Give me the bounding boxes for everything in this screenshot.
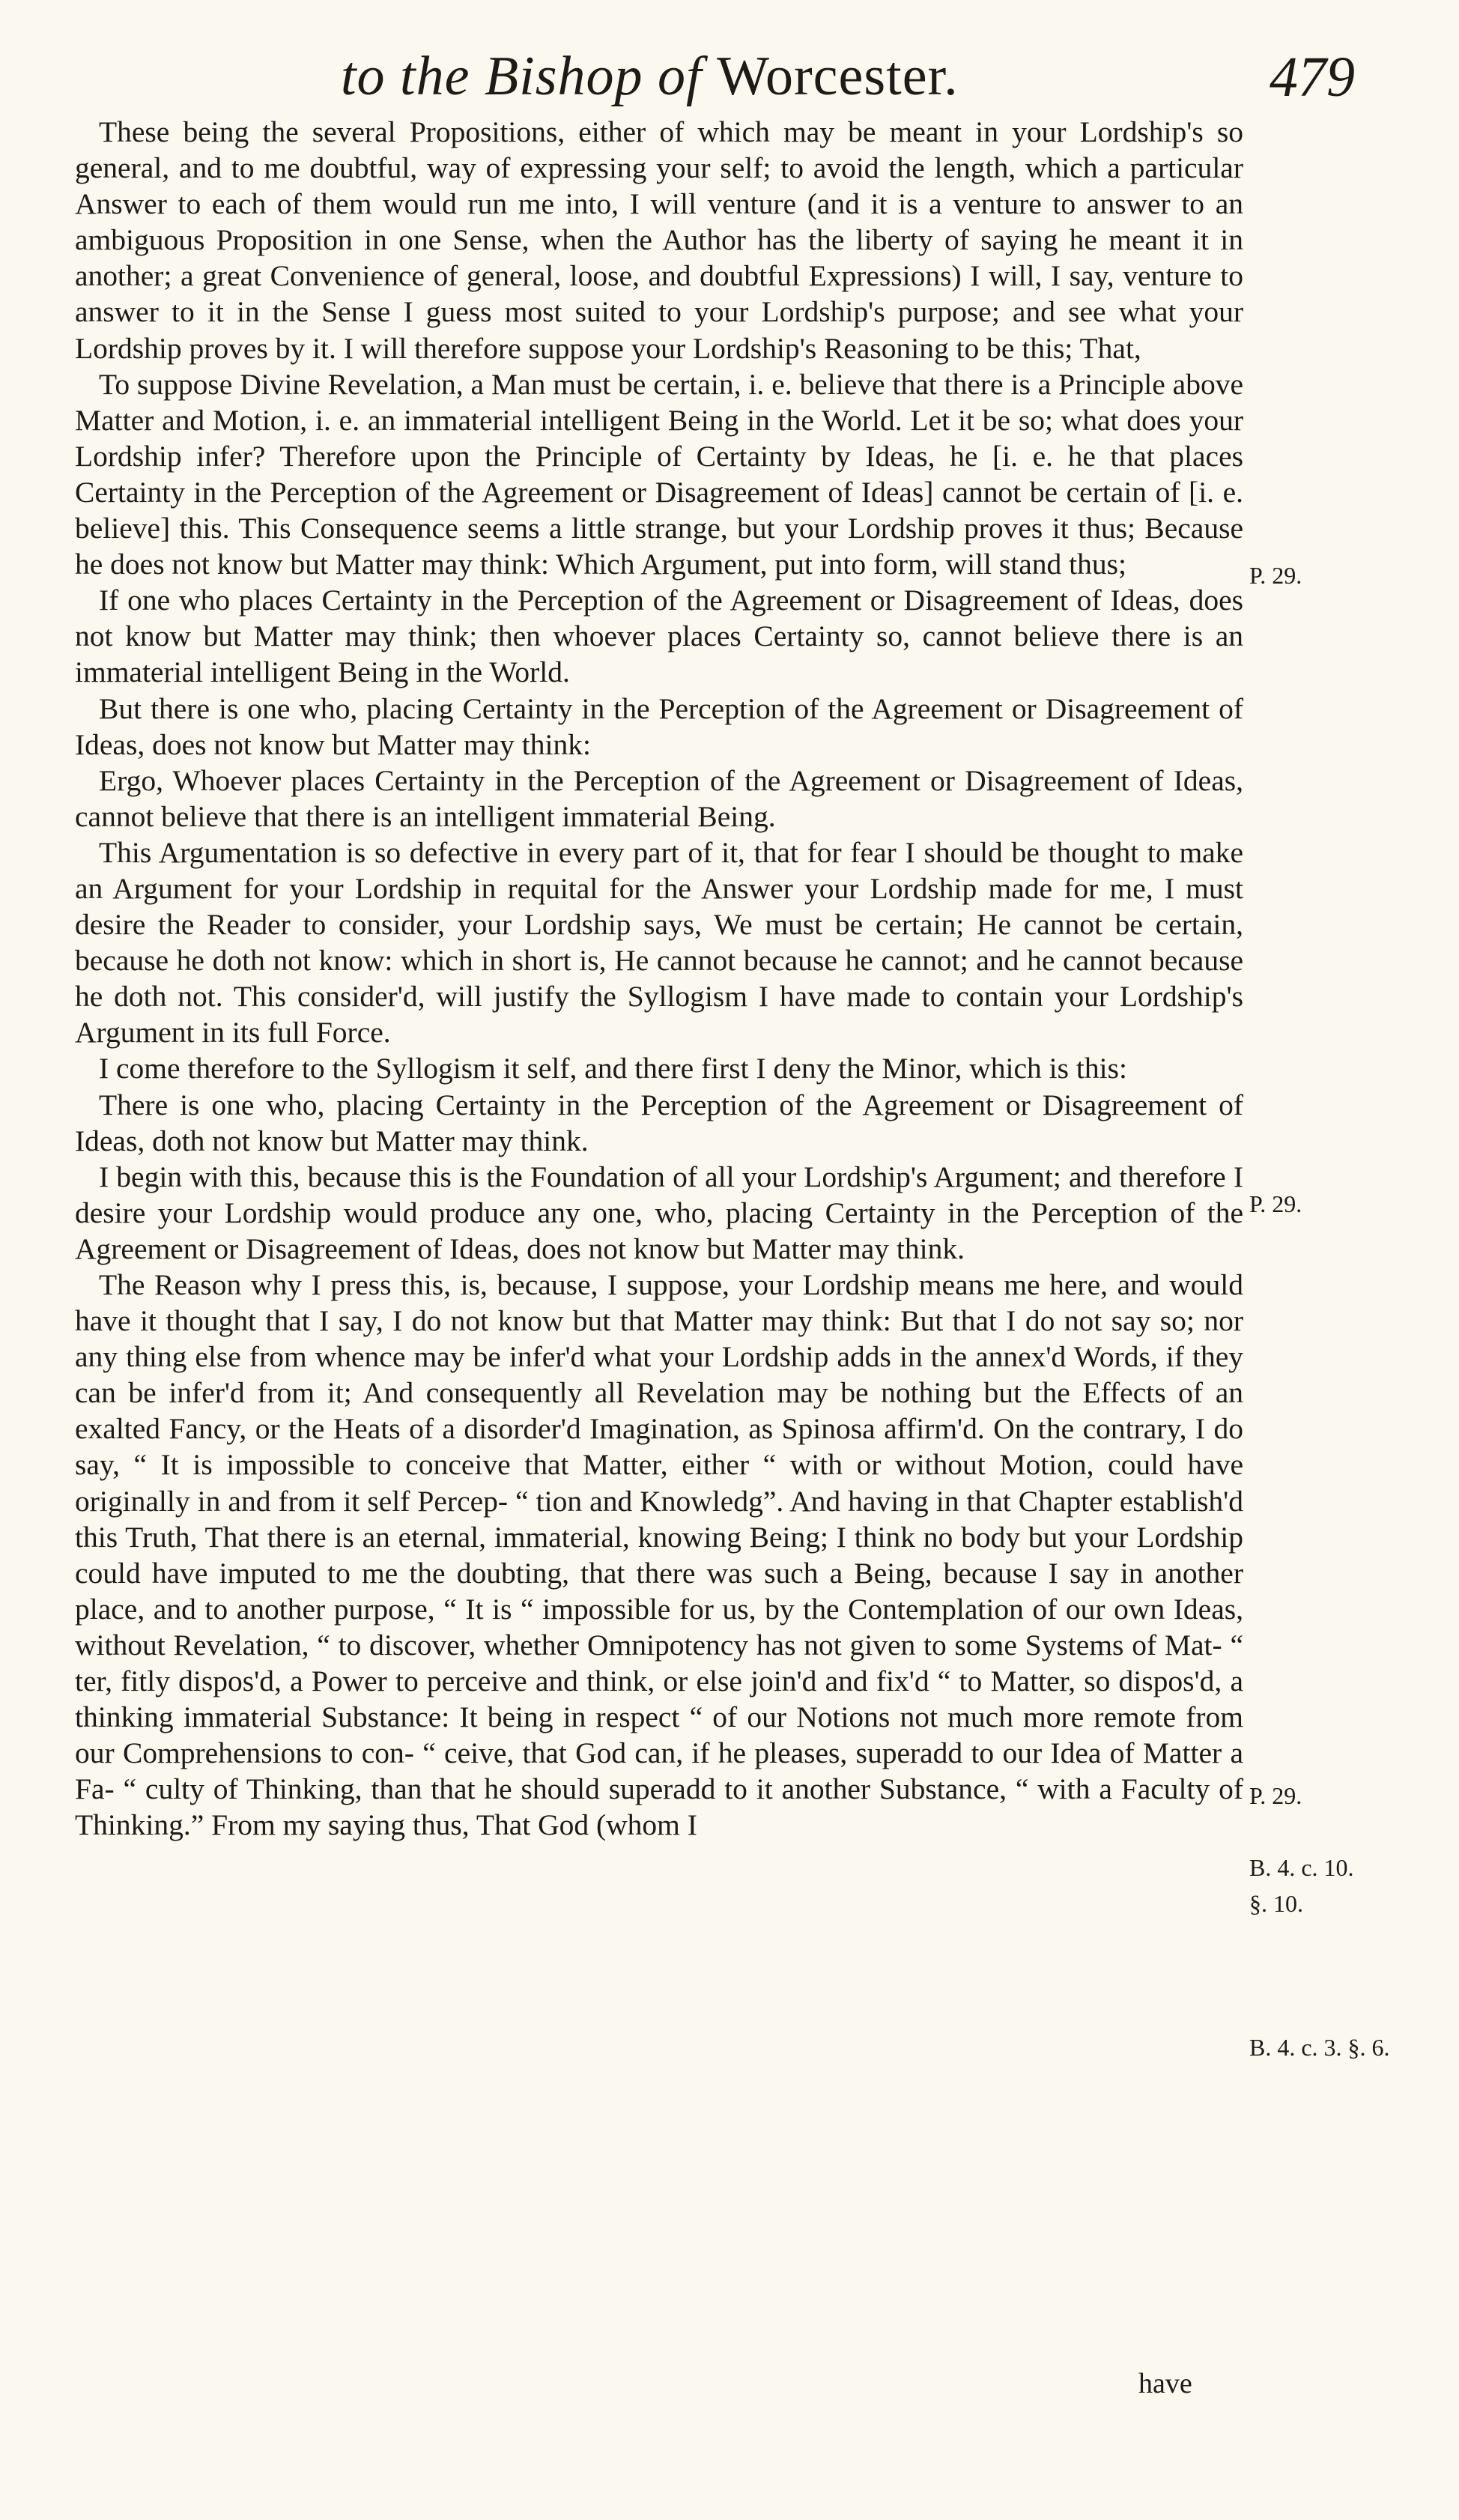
paragraph-8: There is one who, placing Certainty in the Perception of the Agreement or Disagreement of Ideas, doth not know but Matter may think. <box>75 1088 1243 1157</box>
paragraph-7: I come therefore to the Syllogism it self, and there first I deny the Minor, which is this: <box>99 1052 1127 1085</box>
running-header <box>0 36 1459 111</box>
paragraph-6: This Argumentation is so defective in every part of it, that for fear I should be thought to make an Argument for your Lordship in requital for the Answer your Lordship made for me, I must desire the Reader to consider, your Lordship says, We must be certain; He cannot be certain, because he doth not know: which in short is, He cannot because he cannot; and he cannot because he doth not. This consider'd, will justify the Syllogism I have made to contain your Lordship's Argument in its full Force. <box>75 835 1243 1050</box>
margin-note: B. 4. c. 10. <box>1249 1854 1354 1881</box>
margin-note: B. 4. c. 3. §. 6. <box>1249 2034 1390 2061</box>
margin-note: P. 29. <box>1249 562 1302 589</box>
paragraph-5: Ergo, Whoever places Certainty in the Perception of the Agreement or Disagreement of Ideas, cannot believe that there is an intelligent immaterial Being. <box>75 763 1243 833</box>
page-number: 479 <box>1270 46 1355 109</box>
text-body <box>75 114 1243 1844</box>
margin-note: P. 29. <box>1249 1190 1302 1217</box>
margin-note: P. 29. <box>1249 1782 1302 1809</box>
paragraph-1: These being the several Propositions, either of which may be meant in your Lordship's so general, and to me doubtful, way of expressing your self; to avoid the length, which a particular Answer to each of them would run me into, I will venture (and it is a venture to answer to an ambiguous Proposition in one Sense, when the Author has the liberty of saying he meant it in another; a great Convenience of general, loose, and doubtful Expressions) I will, I say, venture to answer to it in the Sense I guess most suited to your Lordship's purpose; and see what your Lordship proves by it. I will therefore suppose your Lordship's Reasoning to be this; That, <box>75 115 1243 365</box>
paragraph-10: The Reason why I press this, is, because, I suppose, your Lordship means me here, and would have it thought that I say, I do not know but that Matter may think: But that I do not say so; nor any thing else from whence may be infer'd what your Lordship adds in the annex'd Words, if they can be infer'd from it; And consequently all Revelation may be nothing but the Effects of an exalted Fancy, or the Heats of a disorder'd Imagination, as Spinosa affirm'd. On the contrary, I do say, “ It is impossible to conceive that Matter, either “ with or without Motion, could have originally in and from it self Percep- “ tion and Knowledg”. And having in that Chapter establish'd this Truth, That there is an eternal, immaterial, knowing Being; I think no body but your Lordship could have imputed to me the doubting, that there was such a Being, because I say in another place, and to another purpose, “ It is “ impossible for us, by the Contemplation of our own Ideas, without Revelation, “ to discover, whether Omnipotency has not given to some Systems of Mat- “ ter, fitly dispos'd, a Power to perceive and think, or else join'd and fix'd “ to Matter, so dispos'd, a thinking immaterial Substance: It being in respect “ of our Notions not much more remote from our Comprehensions to con- “ ceive, that God can, if he pleases, superadd to our Idea of Matter a Fa- “ culty of Thinking, than that he should superadd to it another Substance, “ with a Faculty of Thinking.” From my saying thus, That God (whom I <box>75 1268 1243 1842</box>
catchword: have <box>1138 2368 1192 2399</box>
paragraph-2: To suppose Divine Revelation, a Man must be certain, i. e. believe that there is a Principle above Matter and Motion, i. e. an immaterial intelligent Being in the World. Let it be so; what does your Lordship infer? Therefore upon the Principle of Certainty by Ideas, he [i. e. he that places Certainty in the Perception of the Agreement or Disagreement of Ideas] cannot be certain of [i. e. believe] this. This Consequence seems a little strange, but your Lordship proves it thus; Because he does not know but Matter may think: Which Argument, put into form, will stand thus; <box>75 367 1243 581</box>
running-title-name: Worcester. <box>717 46 959 107</box>
running-title-italic: to the Bishop of <box>341 46 718 107</box>
margin-note: §. 10. <box>1249 1890 1303 1917</box>
paragraph-4: But there is one who, placing Certainty in the Perception of the Agreement or Disagreement of Ideas, does not know but Matter may think: <box>75 691 1243 761</box>
paragraph-9: I begin with this, because this is the Foundation of all your Lordship's Argument; and therefore I desire your Lordship would produce any one, who, placing Certainty in the Perception of the Agreement or Disagreement of Ideas, does not know but Matter may think. <box>75 1160 1243 1265</box>
paragraph-3: If one who places Certainty in the Perception of the Agreement or Disagreement of Ideas, does not know but Matter may think; then whoever places Certainty so, cannot believe there is an immaterial intelligent Being in the World. <box>75 584 1243 689</box>
running-title <box>341 45 959 109</box>
